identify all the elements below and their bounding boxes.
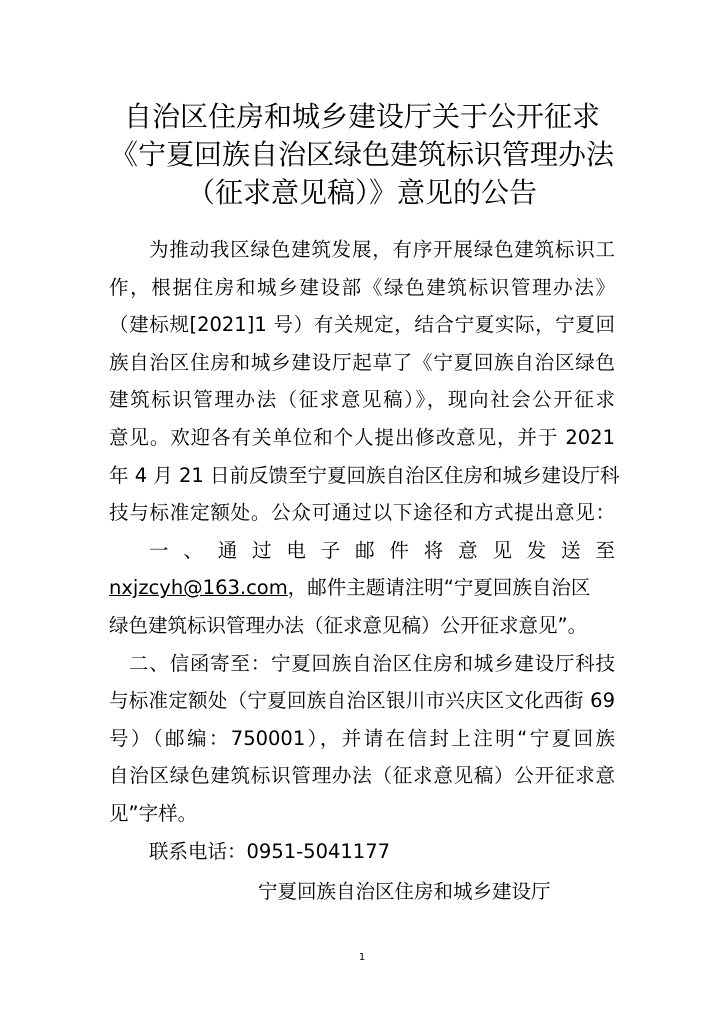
- issuing-organization: 宁夏回族自治区住房和城乡建设厅: [258, 880, 551, 903]
- text-line: 二、信函寄至：宁夏回族自治区住房和城乡建设厅科技: [129, 651, 615, 675]
- paragraph-mail-method: [109, 645, 615, 833]
- document-title: [0, 98, 724, 212]
- text-line: 族自治区住房和城乡建设厅起草了《宁夏回族自治区绿色: [109, 350, 615, 374]
- text-line: 与标准定额处（宁夏回族自治区银川市兴庆区文化西街 69: [109, 689, 615, 713]
- title-line-3: （征求意见稿）》意见的公告: [186, 176, 537, 209]
- title-line-2: 《宁夏回族自治区绿色建筑标识管理办法: [109, 138, 614, 171]
- paragraph-intro: [109, 231, 620, 532]
- text-line: 见”字样。: [109, 801, 198, 825]
- text-line: 作，根据住房和城乡建设部《绿色建筑标识管理办法》: [109, 275, 615, 299]
- text-span: ，邮件主题请注明“宁夏回族自治区: [287, 576, 591, 600]
- text-line: [109, 569, 615, 607]
- text-line: 一 、 通 过 电 子 邮 件 将 意 见 发 送 至: [149, 538, 615, 562]
- email-link[interactable]: nxjzcyh@163.com: [109, 576, 288, 600]
- text-line: 年 4 月 21 日前反馈至宁夏回族自治区住房和城乡建设厅科: [109, 463, 620, 487]
- text-line: 自治区绿色建筑标识管理办法（征求意见稿）公开征求意: [109, 764, 615, 788]
- text-line: 绿色建筑标识管理办法（征求意见稿）公开征求意见”。: [109, 613, 588, 637]
- text-line: 为推动我区绿色建筑发展，有序开展绿色建筑标识工: [149, 238, 615, 261]
- document-body: [109, 231, 620, 870]
- text-line: （建标规[2021]1 号）有关规定，结合宁夏实际，宁夏回: [109, 313, 615, 337]
- page-number: 1: [358, 952, 366, 963]
- title-line-1: 自治区住房和城乡建设厅关于公开征求: [123, 100, 600, 133]
- text-line: 意见。欢迎各有关单位和个人提出修改意见，并于 2021: [109, 425, 615, 449]
- text-line: 技与标准定额处。公众可通过以下途径和方式提出意见：: [109, 501, 615, 525]
- text-line: 号）（邮编：750001），并请在信封上注明“宁夏回族: [109, 726, 615, 750]
- text-line: 建筑标识管理办法（征求意见稿）》，现向社会公开征求: [109, 388, 615, 412]
- contact-phone: 联系电话：0951-5041177: [149, 839, 391, 863]
- paragraph-email-method: [109, 532, 615, 645]
